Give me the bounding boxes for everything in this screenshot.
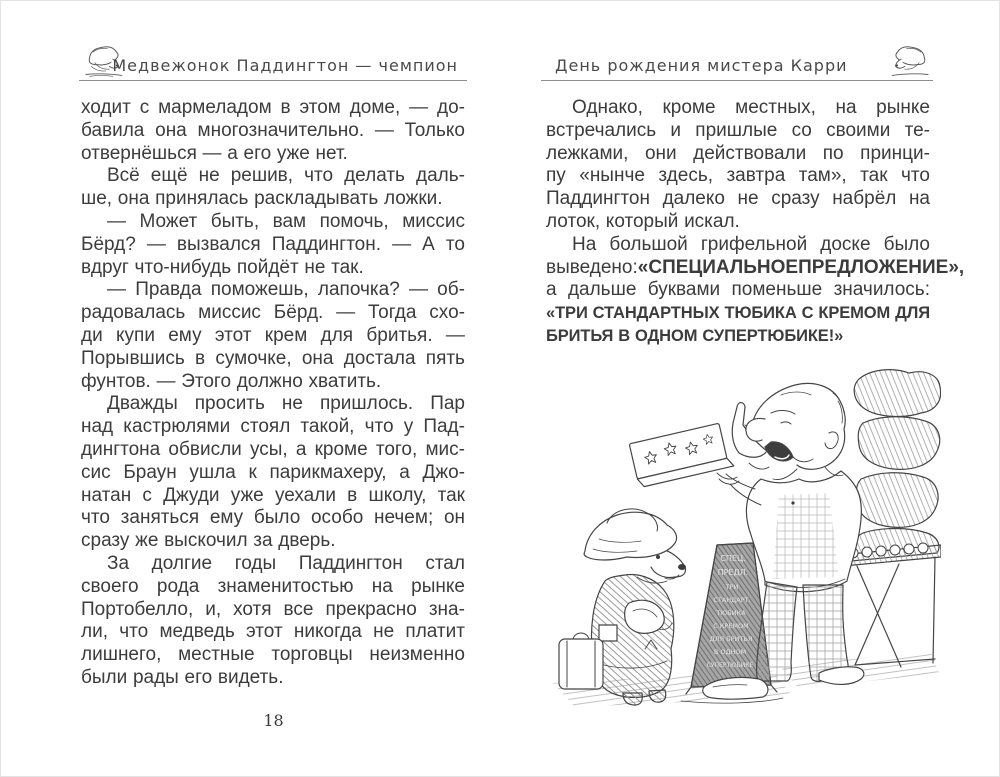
text-line: дингтона обвисли усы, а кроме того, мис-	[81, 438, 465, 460]
right-page-header	[541, 45, 933, 79]
paddington-head-icon	[889, 43, 933, 79]
text-line: встречались и пришлые со своими те-	[546, 119, 930, 141]
text-line: ди купи ему этот крем для бритья. —	[81, 324, 465, 346]
text-line: Однако, кроме местных, на рынке	[572, 97, 930, 118]
left-running-title: Медвежонок Паддингтон — чемпион	[112, 56, 458, 75]
text-line: ше, она принялась раскладывать ложки.	[81, 188, 443, 210]
text-line: радовалась миссис Бёрд. — Тогда схо-	[81, 302, 465, 324]
svg-text:В ОДНОМ: В ОДНОМ	[713, 648, 747, 656]
text-line: ходит с мармеладом в этом доме, — до-	[81, 97, 465, 118]
text-line: лоток, который искал.	[546, 210, 740, 232]
text-line: «ТРИ СТАНДАРТНЫХ ТЮБИКА С КРЕМОМ ДЛЯ	[546, 304, 930, 323]
text-line: ли, что медведь этот никогда не платит	[81, 621, 465, 643]
text-line: натан с Джуди уже уехали в школу, так	[81, 484, 465, 506]
text-line: вдруг что-нибудь пойдёт не так.	[81, 256, 364, 278]
illustration-paddington-and-vendor	[541, 367, 941, 709]
text-line: пу «нынче здесь, завтра там», так что	[546, 165, 930, 187]
text-line: а дальше буквами поменьше значилось:	[546, 279, 930, 301]
text-line: — Может быть, вам помочь, миссис	[107, 210, 465, 232]
text-line: отвернёшься — а его уже нет.	[81, 142, 348, 164]
text-line: Дважды просить не пришлось. Пар	[107, 393, 465, 415]
text-line: Паддингтон далеко не сразу набрёл на	[546, 188, 930, 210]
text-line: сис Браун ушла к парикмахеру, а Джо-	[81, 461, 465, 483]
page-number: 18	[263, 711, 284, 730]
right-header-rule	[541, 80, 933, 81]
left-header-rule	[79, 80, 467, 81]
svg-text:ПРЕДЛ.: ПРЕДЛ.	[717, 568, 749, 577]
text-line: над кастрюлями стоял такой, что у Пад-	[81, 416, 465, 438]
svg-text:ТЮБИКА: ТЮБИКА	[716, 609, 746, 617]
text-line: были рады его видеть.	[81, 666, 284, 688]
text-line: За долгие годы Паддингтон стал	[107, 552, 465, 574]
text-line: Порывшись в сумочке, она достала пять	[81, 347, 465, 369]
text-line: что заняться ему было особо нечем; он	[81, 507, 465, 529]
text-line: Всё ещё не решив, что делать даль-	[107, 165, 465, 187]
svg-text:ТРИ: ТРИ	[725, 583, 739, 591]
svg-text:СУПЕРТЮБИКЕ: СУПЕРТЮБИКЕ	[706, 662, 754, 669]
svg-text:СПЕЦ.: СПЕЦ.	[720, 554, 746, 563]
text-line: фунтов. — Этого должно хватить.	[81, 370, 382, 392]
text-line: — Правда поможешь, лапочка? — об-	[107, 279, 465, 301]
text-line: На большой грифельной доске было	[572, 233, 930, 255]
text-line: Портобелло, и, хотя все прекрасно зна-	[81, 598, 465, 620]
svg-text:СТАНДАРТ.: СТАНДАРТ.	[713, 596, 751, 604]
text-line: лишнего, местные торговцы неизменно	[81, 644, 465, 666]
text-line: выведено: «СПЕЦИАЛЬНОЕ ПРЕДЛОЖЕНИЕ»,	[546, 256, 965, 278]
text-line: бавила она многозначительно. — Только	[81, 119, 465, 141]
svg-text:ДЛЯ БРИТЬЯ: ДЛЯ БРИТЬЯ	[709, 635, 753, 643]
text-line: сразу же выскочил за дверь.	[81, 530, 336, 552]
right-running-title: День рождения мистера Карри	[555, 56, 848, 75]
right-page-text	[546, 97, 965, 348]
text-line: БРИТЬЯ В ОДНОМ СУПЕРТЮБИКЕ!»	[546, 326, 844, 345]
svg-text:С КРЕМОМ: С КРЕМОМ	[713, 622, 749, 630]
left-page-header	[81, 45, 466, 79]
left-page-text	[81, 97, 465, 690]
text-line: своего рода знаменитостью на рынке	[81, 575, 465, 597]
text-line: лежками, они действовали по принци-	[546, 142, 930, 164]
text-line: Бёрд? — вызвался Паддингтон. — А то	[81, 233, 465, 255]
